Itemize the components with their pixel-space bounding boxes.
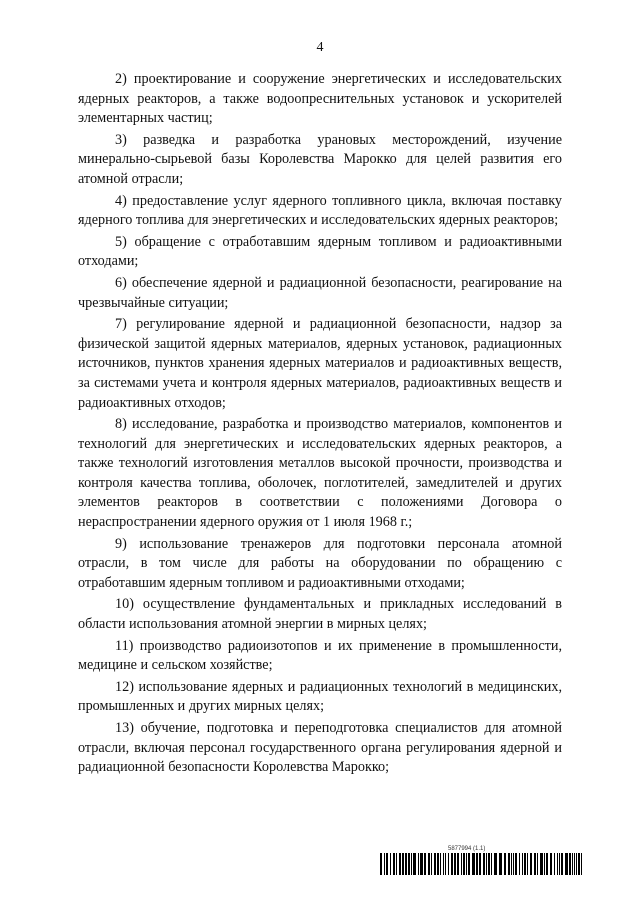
barcode-bar [451, 853, 453, 875]
barcode-bar [468, 853, 470, 875]
barcode-bar [581, 853, 582, 875]
barcode-bar [418, 853, 419, 875]
barcode-bar [434, 853, 436, 875]
barcode-bar [472, 853, 475, 875]
item-text: производство радиоизотопов и их применение в промышленности, медицине и сельском хозяйстве; [78, 637, 562, 674]
item-number: 11) [115, 637, 134, 654]
item-number: 5) [115, 233, 127, 250]
barcode-bar [557, 853, 558, 875]
item-text: использование ядерных и радиационных технологий в медицинских, промышленных и других мирных целях; [78, 678, 562, 715]
item-number: 13) [115, 720, 134, 736]
barcode-bar [390, 853, 391, 875]
barcode-bar [534, 853, 536, 875]
list-item [78, 131, 562, 190]
item-number: 10) [115, 596, 134, 613]
item-number: 4) [115, 192, 127, 209]
barcode-bar [522, 853, 523, 875]
list-item [78, 415, 562, 533]
barcode-bar [494, 853, 497, 875]
item-number: 8) [115, 416, 127, 433]
barcode-bar [576, 853, 577, 875]
page-number: 4 [316, 40, 324, 55]
barcode-bar [527, 853, 528, 875]
barcode-bar [504, 853, 506, 875]
barcode-bar [454, 853, 456, 875]
barcode-bar [413, 853, 416, 875]
barcode-bar [483, 853, 485, 875]
barcode-bar [431, 853, 432, 875]
item-text: обеспечение ядерной и радиационной безопасности, реагирование на чрезвычайные ситуации; [78, 274, 562, 311]
barcode-bar [428, 853, 430, 875]
item-text: регулирование ядерной и радиационной безопасности, надзор за физической защитой ядерных материалов, ядерных установок, радиационных источников, пунктов хранения ядерных материалов и радиоактивных веществ, за системами учета и контроля ядерных материалов, радиоактивных веществ и радиоактивных отходов; [78, 316, 563, 411]
barcode-bar [530, 853, 532, 875]
document-id-stamp: 5877994 (1.1) [448, 846, 486, 852]
barcode-bar [537, 853, 538, 875]
item-text: обучение, подготовка и переподготовка специалистов для атомной отрасли, включая персонал государственного органа регулирования ядерной и радиационной безопасности Королевства Марокко; [78, 720, 563, 776]
list-item [78, 315, 562, 413]
barcode-bar [554, 853, 555, 875]
barcode-bar [405, 853, 407, 875]
barcode-bar [466, 853, 467, 875]
barcode-bar [384, 853, 385, 875]
barcode-bar [565, 853, 568, 875]
list-item [78, 719, 562, 778]
list-item [78, 535, 562, 594]
barcode [380, 853, 582, 875]
barcode-bar [524, 853, 526, 875]
barcode-bar [550, 853, 552, 875]
barcode-bar [486, 853, 487, 875]
barcode-bar [578, 853, 580, 875]
barcode-bar [559, 853, 560, 875]
item-number: 12) [115, 678, 134, 695]
item-text: проектирование и сооружение энергетических и исследовательских ядерных реакторов, а также водоопреснительных установок и ускорителей элементарных частиц; [78, 71, 562, 127]
barcode-bar [380, 853, 382, 875]
barcode-bar [408, 853, 410, 875]
barcode-bar [513, 853, 514, 875]
barcode-bar [461, 853, 462, 875]
barcode-bar [440, 853, 441, 875]
barcode-bar [393, 853, 395, 875]
item-text: использование тренажеров для подготовки персонала атомной отрасли, в том числе для работы на оборудовании по обращению с отработавшим ядерным топливом и радиоактивными отходами; [78, 535, 562, 591]
barcode-bar [574, 853, 575, 875]
item-text: предоставление услуг ядерного топливного цикла, включая поставку ядерного топлива для энергетических и исследовательских ядерных реакторов; [78, 192, 563, 229]
barcode-bar [546, 853, 548, 875]
barcode-bar [443, 853, 444, 875]
barcode-bar [402, 853, 404, 875]
barcode-bar [491, 853, 492, 875]
barcode-bar [499, 853, 502, 875]
item-number: 2) [115, 71, 127, 87]
barcode-bar [386, 853, 388, 875]
barcode-bar [396, 853, 397, 875]
barcode-bar [569, 853, 571, 875]
barcode-bar [508, 853, 510, 875]
barcode-bar [479, 853, 481, 875]
barcode-bar [420, 853, 423, 875]
list-item [78, 678, 562, 717]
barcode-bar [476, 853, 478, 875]
item-text: осуществление фундаментальных и прикладных исследований в области использования атомной энергии в мирных целях; [78, 596, 563, 633]
item-number: 3) [115, 131, 127, 148]
item-text: обращение с отработавшим ядерным топливом и радиоактивными отходами; [78, 233, 562, 270]
barcode-bar [411, 853, 412, 875]
barcode-bar [445, 853, 446, 875]
list-item [78, 274, 562, 313]
barcode-bar [544, 853, 545, 875]
item-number: 6) [115, 274, 127, 291]
barcode-bar [511, 853, 512, 875]
barcode-bar [561, 853, 563, 875]
barcode-bar [457, 853, 459, 875]
barcode-bar [572, 853, 573, 875]
list-item [78, 595, 562, 634]
barcode-bar [437, 853, 439, 875]
barcode-bar [463, 853, 465, 875]
item-number: 7) [115, 316, 127, 333]
barcode-bar [488, 853, 490, 875]
barcode-bar [540, 853, 543, 875]
item-number: 9) [115, 535, 127, 552]
item-text: исследование, разработка и производство материалов, компонентов и технологий для энергетических и исследовательских ядерных реакторов, а также технологий изготовления металлов высокой прочности, производства и контроля качества топлива, оболочек, поглотителей, замедлителей и других элементов реакторов в соответствии с положениями Договора о нераспространении ядерного оружия от 1 июля 1968 г.; [78, 416, 562, 531]
barcode-bar [515, 853, 517, 875]
barcode-bar [448, 853, 449, 875]
document-body [78, 70, 562, 780]
list-item [78, 233, 562, 272]
barcode-bar [399, 853, 401, 875]
barcode-bar [424, 853, 426, 875]
list-item [78, 637, 562, 676]
list-item [78, 70, 562, 129]
list-item [78, 192, 562, 231]
item-text: разведка и разработка урановых месторождений, изучение минерально-сырьевой базы Королевства Марокко для целей развития его атомной отрасли; [78, 131, 562, 187]
barcode-bar [519, 853, 520, 875]
